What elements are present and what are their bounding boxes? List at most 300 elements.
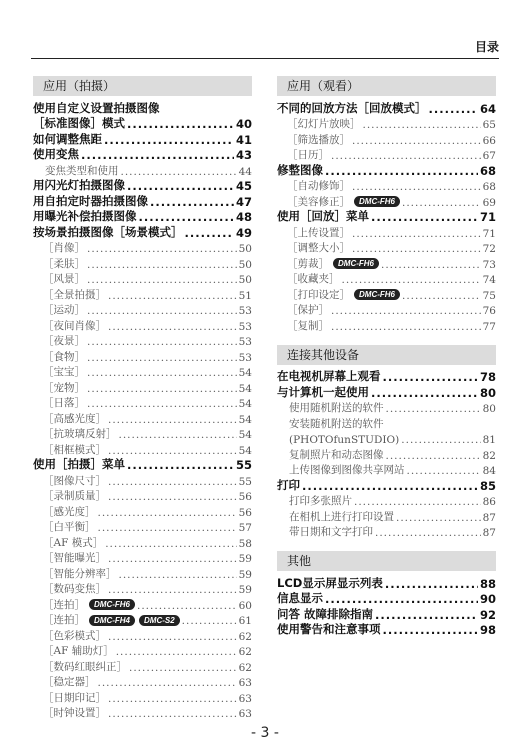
dot-leader bbox=[401, 434, 480, 446]
toc-page-number: 72 bbox=[482, 243, 496, 255]
toc-entry-label bbox=[43, 287, 106, 302]
dot-leader bbox=[381, 259, 481, 271]
toc-page-number: 62 bbox=[238, 661, 252, 674]
toc-entry-label bbox=[33, 178, 125, 194]
toc-entry[interactable] bbox=[33, 472, 252, 488]
toc-entry[interactable] bbox=[33, 426, 252, 442]
toc-entry[interactable] bbox=[33, 116, 252, 132]
toc-entry[interactable] bbox=[33, 348, 252, 364]
toc-entry-text: 上传图像到图像共享网站 bbox=[289, 464, 405, 476]
toc-entry-label bbox=[33, 193, 148, 209]
dot-leader bbox=[108, 414, 237, 426]
toc-entry-label bbox=[287, 225, 350, 240]
toc-entry-text: ［夜景］ bbox=[43, 335, 85, 347]
toc-entry-label bbox=[289, 462, 405, 477]
dot-leader bbox=[352, 181, 481, 193]
toc-entry-text: ［数码变焦］ bbox=[43, 583, 106, 595]
dot-leader bbox=[182, 615, 237, 627]
model-badge: DMC-FH6 bbox=[89, 599, 135, 610]
toc-entry-text: ［食物］ bbox=[43, 350, 85, 363]
toc-entry-label bbox=[43, 566, 117, 581]
toc-entry-label bbox=[43, 271, 85, 286]
toc-page-number: 58 bbox=[238, 537, 252, 550]
toc-entry[interactable] bbox=[277, 162, 496, 178]
dot-leader bbox=[87, 259, 237, 271]
toc-entry-label bbox=[277, 606, 373, 622]
toc-entry-label bbox=[277, 209, 369, 225]
toc-entry-label bbox=[287, 302, 329, 317]
toc-entry[interactable] bbox=[33, 596, 252, 612]
toc-entry-label bbox=[43, 628, 106, 643]
toc-entry-label bbox=[287, 318, 329, 333]
toc-entry[interactable] bbox=[33, 705, 252, 721]
toc-entry-label bbox=[43, 426, 117, 441]
toc-entry-label bbox=[287, 178, 350, 193]
dot-leader bbox=[108, 584, 237, 596]
toc-entry-text: 信息显示 bbox=[277, 591, 323, 605]
toc-entry[interactable] bbox=[33, 224, 252, 240]
toc-entry-text: ［日期印记］ bbox=[43, 691, 106, 704]
toc-entry-text: 使用［回放］菜单 bbox=[277, 209, 369, 223]
toc-page-number: 56 bbox=[238, 506, 252, 519]
toc-page-number: 44 bbox=[238, 165, 252, 178]
toc-entry-text: ［稳定器］ bbox=[43, 676, 96, 688]
toc-entry[interactable] bbox=[277, 524, 496, 540]
toc-entry-text: ［录制质量］ bbox=[43, 490, 106, 502]
toc-entry-label bbox=[43, 504, 96, 519]
toc-entry[interactable] bbox=[33, 209, 252, 225]
toc-entry-text: 打印多张照片 bbox=[289, 495, 352, 507]
dot-leader bbox=[119, 429, 237, 441]
dot-leader bbox=[129, 662, 237, 674]
toc-entry[interactable] bbox=[33, 178, 252, 194]
toc-entry-label bbox=[287, 194, 400, 209]
dot-leader bbox=[108, 553, 237, 565]
toc-entry-label bbox=[277, 591, 323, 607]
dot-leader bbox=[139, 210, 234, 224]
toc-entry-text: ［日历］ bbox=[287, 149, 329, 161]
toc-entry[interactable] bbox=[33, 441, 252, 457]
toc-entry-label bbox=[43, 535, 103, 550]
toc-entry-label bbox=[43, 674, 96, 689]
dot-leader bbox=[105, 538, 236, 550]
toc-page-number: 55 bbox=[238, 475, 252, 488]
toc-entry-label bbox=[43, 318, 106, 333]
toc-page-number: 57 bbox=[238, 522, 252, 534]
toc-entry-text: ［连拍］ bbox=[43, 614, 85, 626]
dot-leader bbox=[87, 274, 237, 286]
dot-leader bbox=[87, 398, 237, 410]
toc-entry-text: 使用［拍摄］菜单 bbox=[33, 457, 125, 471]
toc-entry[interactable] bbox=[277, 493, 496, 509]
toc-page-number: 48 bbox=[235, 210, 252, 224]
dot-leader bbox=[402, 197, 481, 209]
toc-page-number: 92 bbox=[479, 607, 496, 622]
toc-page-number: 67 bbox=[482, 150, 496, 162]
toc-page-number: 55 bbox=[235, 458, 252, 472]
dot-leader bbox=[81, 148, 234, 162]
toc-entry-label bbox=[43, 612, 180, 627]
toc-entry-text: 使用自定义设置拍摄图像 bbox=[33, 100, 160, 115]
toc-entry[interactable] bbox=[33, 519, 252, 535]
toc-entry[interactable] bbox=[277, 193, 496, 209]
dot-leader bbox=[342, 274, 481, 286]
dot-leader bbox=[108, 631, 237, 643]
dot-leader bbox=[108, 445, 237, 457]
toc-page-number: 77 bbox=[482, 320, 496, 333]
toc-page-number: 40 bbox=[235, 117, 252, 131]
toc-entry-text: 与计算机一起使用 bbox=[277, 384, 369, 399]
toc-page-number: 50 bbox=[238, 258, 252, 271]
toc-entry[interactable] bbox=[277, 384, 496, 400]
dot-leader bbox=[383, 623, 478, 637]
toc-entry[interactable] bbox=[277, 116, 496, 132]
toc-entry[interactable] bbox=[277, 462, 496, 478]
toc-section bbox=[33, 76, 252, 720]
toc-page-number: 47 bbox=[235, 194, 252, 209]
dot-leader bbox=[87, 336, 237, 348]
dot-leader bbox=[383, 370, 478, 384]
toc-entry-label bbox=[289, 416, 384, 431]
toc-page-number: 87 bbox=[482, 511, 496, 524]
toc-entry-text: ［夜间肖像］ bbox=[43, 319, 106, 332]
toc-entry[interactable] bbox=[277, 477, 496, 493]
dot-leader bbox=[331, 321, 481, 333]
toc-entry-text: ［风景］ bbox=[43, 273, 85, 285]
toc-right-column bbox=[277, 76, 496, 649]
toc-entry-text: 问答 故障排除指南 bbox=[277, 606, 374, 621]
toc-entry[interactable] bbox=[277, 400, 496, 416]
toc-page-number: 51 bbox=[238, 289, 252, 302]
toc-entry[interactable] bbox=[277, 224, 496, 240]
toc-page-number: 73 bbox=[482, 258, 496, 271]
toc-entry-text: ［感光度］ bbox=[43, 505, 96, 518]
toc-entry[interactable] bbox=[277, 317, 496, 333]
toc-entry-label bbox=[43, 380, 85, 395]
toc-entry[interactable] bbox=[33, 395, 252, 411]
toc-page-number: 50 bbox=[238, 274, 252, 286]
toc-page-number: 74 bbox=[482, 274, 496, 286]
dot-leader bbox=[87, 352, 237, 364]
toc-entry-label bbox=[43, 442, 106, 457]
dot-leader bbox=[121, 166, 237, 178]
toc-entry[interactable] bbox=[33, 317, 252, 333]
toc-entry[interactable] bbox=[33, 271, 252, 287]
toc-entry[interactable] bbox=[277, 622, 496, 638]
toc-entry-text: 使用变焦 bbox=[33, 147, 79, 161]
toc-entry[interactable] bbox=[277, 369, 496, 385]
toc-entry-text: 在相机上进行打印设置 bbox=[289, 510, 394, 523]
dot-leader bbox=[386, 403, 481, 415]
toc-section bbox=[277, 76, 496, 333]
toc-entry[interactable] bbox=[33, 658, 252, 674]
toc-entry-text: 复制照片和动态图像 bbox=[289, 448, 384, 461]
toc-entry[interactable] bbox=[277, 131, 496, 147]
toc-entry[interactable] bbox=[33, 240, 252, 256]
toc-entry-label bbox=[45, 163, 119, 178]
dot-leader bbox=[104, 133, 234, 147]
toc-page-number: 62 bbox=[238, 630, 252, 643]
toc-entry-label bbox=[289, 493, 352, 508]
toc-entry-label bbox=[289, 447, 384, 462]
toc-entry[interactable] bbox=[33, 534, 252, 550]
toc-page-number: 66 bbox=[482, 134, 496, 147]
toc-entry[interactable] bbox=[277, 271, 496, 287]
toc-entry-label bbox=[277, 162, 323, 178]
toc-entry[interactable] bbox=[33, 100, 252, 116]
toc-entry[interactable] bbox=[33, 643, 252, 659]
toc-entry-label bbox=[43, 473, 106, 488]
toc-entry[interactable] bbox=[33, 286, 252, 302]
toc-entry-label bbox=[277, 100, 427, 116]
toc-entry-label bbox=[43, 395, 85, 410]
toc-entry-text: ［复制］ bbox=[287, 319, 329, 332]
dot-leader bbox=[108, 476, 237, 488]
model-badge: DMC-FH6 bbox=[333, 258, 379, 269]
toc-page-number: 53 bbox=[238, 336, 252, 348]
dot-leader bbox=[331, 305, 481, 317]
toc-entry[interactable] bbox=[33, 674, 252, 690]
toc-entry[interactable] bbox=[277, 415, 496, 431]
toc-entry[interactable] bbox=[277, 286, 496, 302]
toc-entry-text: ［数码红眼纠正］ bbox=[43, 660, 127, 673]
toc-entry-text: ［运动］ bbox=[43, 304, 85, 316]
toc-entry[interactable] bbox=[33, 193, 252, 209]
toc-entry-text: ［连拍］ bbox=[43, 598, 85, 611]
toc-page-number: 84 bbox=[482, 465, 496, 477]
toc-entry-text: 变焦类型和使用 bbox=[45, 164, 119, 177]
toc-entry[interactable] bbox=[277, 240, 496, 256]
toc-entry-label bbox=[33, 131, 102, 147]
dot-leader bbox=[108, 290, 237, 302]
toc-page-number: 71 bbox=[479, 210, 496, 224]
toc-entry-label bbox=[43, 705, 106, 720]
toc-page-number: 87 bbox=[482, 527, 496, 539]
toc-entry-text: ［图像尺寸］ bbox=[43, 474, 106, 487]
toc-page-number: 60 bbox=[238, 599, 252, 612]
toc-entry-text: ［收藏夹］ bbox=[287, 273, 340, 285]
toc-entry[interactable] bbox=[277, 178, 496, 194]
dot-leader bbox=[429, 102, 478, 116]
toc-entry-label bbox=[43, 519, 96, 534]
toc-entry[interactable] bbox=[277, 508, 496, 524]
toc-page-number: 54 bbox=[238, 413, 252, 426]
toc-entry-text: ［AF 辅助灯］ bbox=[43, 645, 114, 657]
toc-left-column bbox=[33, 76, 252, 732]
toc-entry[interactable] bbox=[33, 364, 252, 380]
dot-leader bbox=[352, 135, 481, 147]
toc-entry[interactable] bbox=[33, 550, 252, 566]
toc-page-number: 61 bbox=[238, 615, 252, 627]
toc-entry-text: 修整图像 bbox=[277, 162, 323, 177]
toc-entry-text: 在电视机屏幕上观看 bbox=[277, 369, 381, 383]
toc-entry-text: ［AF 模式］ bbox=[43, 536, 104, 549]
toc-entry-text: ［宠物］ bbox=[43, 381, 85, 394]
toc-page-number: 63 bbox=[238, 677, 252, 689]
toc-entry[interactable] bbox=[33, 689, 252, 705]
toc-entry-text: ［打印设定］ bbox=[287, 288, 350, 301]
dot-leader bbox=[87, 243, 237, 255]
section-heading: 其他 bbox=[277, 551, 496, 571]
toc-entry[interactable] bbox=[277, 100, 496, 116]
model-badge: DMC-FH6 bbox=[354, 289, 400, 300]
toc-entry[interactable] bbox=[277, 591, 496, 607]
toc-entry[interactable] bbox=[277, 255, 496, 271]
toc-entry-text: 带日期和文字打印 bbox=[289, 526, 373, 538]
toc-entry-text: 用曝光补偿拍摄图像 bbox=[33, 209, 137, 223]
dot-leader bbox=[150, 195, 234, 209]
toc-entry[interactable] bbox=[277, 446, 496, 462]
toc-page-number: 49 bbox=[235, 225, 252, 240]
toc-page-number: 64 bbox=[479, 101, 496, 116]
toc-entry-label bbox=[287, 256, 379, 271]
toc-entry-text: 使用警告和注意事项 bbox=[277, 622, 381, 636]
toc-entry-text: ［标准图像］模式 bbox=[33, 116, 125, 130]
toc-entry-label bbox=[33, 209, 137, 225]
toc-entry-text: ［白平衡］ bbox=[43, 521, 96, 533]
dot-leader bbox=[108, 321, 237, 333]
toc-section bbox=[277, 551, 496, 637]
toc-entry[interactable] bbox=[33, 162, 252, 178]
toc-entry[interactable] bbox=[33, 488, 252, 504]
toc-section bbox=[277, 345, 496, 540]
dot-leader bbox=[371, 386, 478, 400]
toc-entry-text: 用闪光灯拍摄图像 bbox=[33, 178, 125, 192]
dot-leader bbox=[352, 243, 481, 255]
dot-leader bbox=[116, 646, 237, 658]
toc-page-number: 56 bbox=[238, 491, 252, 503]
toc-entry[interactable] bbox=[277, 147, 496, 163]
toc-entry-label bbox=[277, 369, 381, 385]
toc-page-number: 53 bbox=[238, 351, 252, 364]
section-heading: 应用（观看） bbox=[277, 76, 496, 96]
dot-leader bbox=[127, 117, 234, 131]
toc-entry-text: ［抗玻璃反射］ bbox=[43, 428, 117, 440]
toc-entry-label bbox=[277, 622, 381, 638]
toc-entry[interactable] bbox=[33, 612, 252, 628]
toc-entry[interactable] bbox=[33, 581, 252, 597]
toc-entry[interactable] bbox=[33, 255, 252, 271]
toc-page-number: 63 bbox=[238, 708, 252, 720]
toc-entry-label bbox=[33, 116, 125, 132]
toc-entry-text: 不同的回放方法［回放模式］ bbox=[277, 100, 427, 115]
toc-page-number: 80 bbox=[482, 403, 496, 415]
toc-entry-label bbox=[43, 349, 85, 364]
toc-page-number: 59 bbox=[238, 568, 252, 581]
model-badge: DMC-FH4 bbox=[89, 615, 135, 626]
dot-leader bbox=[108, 708, 237, 720]
toc-entry[interactable] bbox=[33, 627, 252, 643]
toc-page-number: 65 bbox=[482, 119, 496, 131]
toc-page-number: 68 bbox=[479, 163, 496, 178]
toc-entry[interactable] bbox=[33, 379, 252, 395]
toc-entry-label bbox=[33, 457, 125, 473]
toc-page-number: 81 bbox=[482, 434, 496, 446]
toc-entry-label bbox=[287, 240, 350, 255]
toc-entry[interactable] bbox=[277, 606, 496, 622]
toc-page-number: 54 bbox=[238, 367, 252, 379]
dot-leader bbox=[302, 479, 478, 493]
toc-entry-label bbox=[277, 575, 383, 591]
toc-page-number: 76 bbox=[482, 305, 496, 317]
toc-page-number: 54 bbox=[238, 444, 252, 457]
header-rule bbox=[31, 58, 499, 59]
toc-entry[interactable] bbox=[33, 147, 252, 163]
toc-entry[interactable] bbox=[33, 565, 252, 581]
toc-entry[interactable] bbox=[33, 457, 252, 473]
toc-entry[interactable] bbox=[277, 575, 496, 591]
model-badge: DMC-S2 bbox=[139, 615, 180, 626]
dot-leader bbox=[185, 226, 234, 240]
toc-page-number: 82 bbox=[482, 449, 496, 462]
dot-leader bbox=[98, 507, 237, 519]
dot-leader bbox=[331, 150, 481, 162]
toc-page-number: 80 bbox=[479, 385, 496, 400]
dot-leader bbox=[127, 179, 234, 193]
section-heading: 应用（拍摄） bbox=[33, 76, 252, 96]
dot-leader bbox=[354, 496, 481, 508]
dot-leader bbox=[352, 228, 481, 240]
toc-page-number: 90 bbox=[479, 592, 496, 606]
toc-page-number: 62 bbox=[238, 646, 252, 658]
toc-entry-label bbox=[289, 400, 384, 415]
toc-page-number: 53 bbox=[238, 320, 252, 333]
toc-entry-text: LCD显示屏显示列表 bbox=[277, 575, 383, 590]
dot-leader bbox=[386, 450, 481, 462]
dot-leader bbox=[363, 119, 481, 131]
toc-entry[interactable] bbox=[277, 302, 496, 318]
dot-leader bbox=[108, 693, 237, 705]
toc-entry-label bbox=[43, 333, 85, 348]
dot-leader bbox=[87, 305, 237, 317]
toc-entry-text: ［宝宝］ bbox=[43, 366, 85, 378]
toc-page-number: 54 bbox=[238, 382, 252, 395]
toc-page-number: 41 bbox=[235, 132, 252, 147]
toc-entry[interactable] bbox=[277, 431, 496, 447]
toc-entry-text: 用自拍定时器拍摄图像 bbox=[33, 193, 148, 208]
toc-entry-label bbox=[43, 597, 135, 612]
dot-leader bbox=[87, 383, 237, 395]
toc-entry-label bbox=[43, 488, 106, 503]
toc-entry[interactable] bbox=[33, 131, 252, 147]
toc-entry[interactable] bbox=[277, 209, 496, 225]
toc-entry-label bbox=[43, 240, 85, 255]
toc-page-number: 78 bbox=[479, 370, 496, 384]
toc-entry[interactable] bbox=[33, 333, 252, 349]
toc-page-number: 98 bbox=[479, 623, 496, 637]
toc-entry-text: ［剪裁］ bbox=[287, 257, 329, 270]
toc-page-number: 50 bbox=[238, 243, 252, 255]
toc-page-number: 75 bbox=[482, 289, 496, 302]
toc-entry-text: 使用随机附送的软件 bbox=[289, 402, 384, 414]
toc-entry-label bbox=[43, 581, 106, 596]
toc-entry-label bbox=[277, 384, 369, 400]
model-badge: DMC-FH6 bbox=[354, 196, 400, 207]
toc-entry-text: ［全景拍摄］ bbox=[43, 288, 106, 301]
dot-leader bbox=[371, 210, 478, 224]
toc-entry-label bbox=[289, 524, 373, 539]
toc-entry-label bbox=[287, 147, 329, 162]
toc-page-number: 43 bbox=[235, 148, 252, 162]
toc-entry[interactable] bbox=[33, 410, 252, 426]
toc-page-number: 68 bbox=[482, 181, 496, 193]
toc-entry-label bbox=[43, 256, 85, 271]
toc-entry[interactable] bbox=[33, 302, 252, 318]
dot-leader bbox=[137, 600, 237, 612]
toc-page-number: 63 bbox=[238, 692, 252, 705]
toc-entry-text: ［自动修饰］ bbox=[287, 180, 350, 192]
toc-entry[interactable] bbox=[33, 503, 252, 519]
